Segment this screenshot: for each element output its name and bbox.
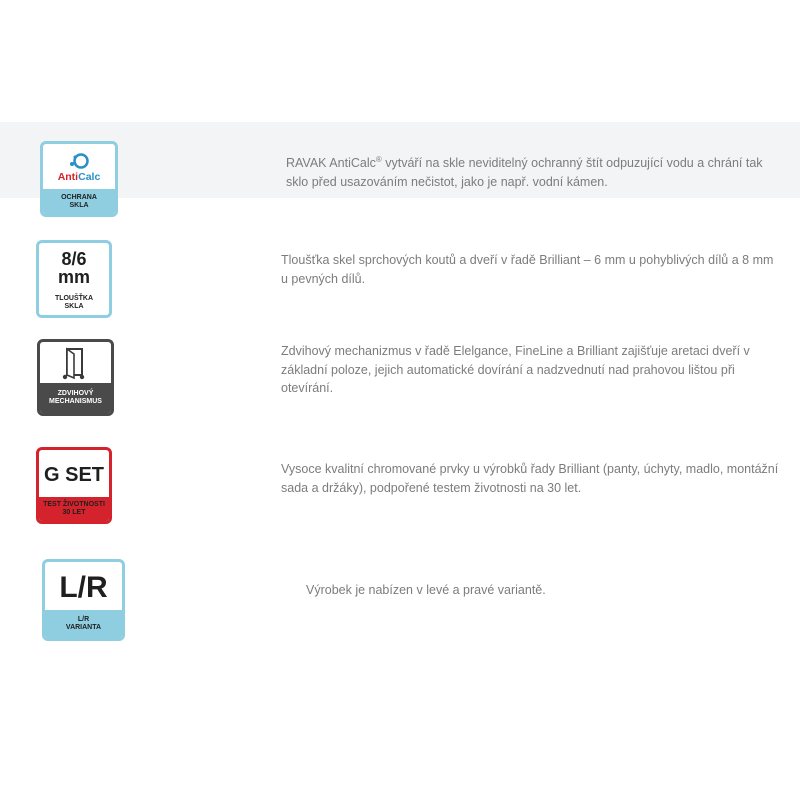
gset-badge xyxy=(36,447,112,524)
anticalc-badge xyxy=(40,141,118,217)
anticalc-text-end: vytváří na skle neviditelný ochranný štít odpuzující vodu a chrání tak sklo před usazováním nečistot, jako je např. vodní kámen. xyxy=(286,156,763,189)
lr-title: L/R xyxy=(59,571,108,604)
badge-caption xyxy=(43,189,115,214)
lr-variant-description xyxy=(306,581,766,600)
badge-caption-line1: ZDVIHOVÝ xyxy=(57,390,94,397)
anticalc-description xyxy=(286,154,786,191)
logo-anti: Anti xyxy=(57,171,79,183)
badge-caption xyxy=(45,610,122,638)
lift-door-icon xyxy=(60,347,90,381)
lift-mechanism-description xyxy=(281,342,781,398)
gset-description xyxy=(281,460,781,497)
badge-caption-line2: SKLA xyxy=(69,201,89,209)
badge-caption-line2: VARIANTA xyxy=(65,624,102,631)
lr-variant-badge xyxy=(42,559,125,641)
anticalc-text-start: RAVAK AntiCalc xyxy=(286,156,376,170)
badge-caption xyxy=(39,291,109,315)
anticalc-drops-icon xyxy=(67,152,91,170)
glass-thickness-text: Tloušťka skel sprchových koutů a dveří v řadě Brilliant – 6 mm u pohyblivých dílů a 8 mm u pevných dílů. xyxy=(281,253,774,286)
thickness-value-line2: mm xyxy=(57,267,90,287)
registered-mark: ® xyxy=(375,154,382,164)
badge-caption-line1: OCHRANA xyxy=(61,193,97,201)
badge-caption-line2: MECHANISMUS xyxy=(49,398,102,405)
thickness-value-line1: 8/6 xyxy=(61,249,87,269)
lift-mechanism-badge xyxy=(37,339,114,416)
glass-thickness-description xyxy=(281,251,781,288)
gset-title: G SET xyxy=(43,464,104,486)
badge-caption-line2: 30 LET xyxy=(62,509,86,516)
glass-thickness-badge xyxy=(36,240,112,318)
badge-caption-line1: TEST ŽIVOTNOSTI xyxy=(43,501,105,508)
badge-caption xyxy=(40,383,111,413)
badge-caption-line2: SKLA xyxy=(64,303,84,310)
badge-caption xyxy=(39,497,109,521)
badge-caption-line1: L/R xyxy=(77,616,90,623)
logo-calc: Calc xyxy=(78,171,101,183)
lr-variant-text: Výrobek je nabízen v levé a pravé variantě. xyxy=(306,583,546,597)
gset-text: Vysoce kvalitní chromované prvky u výrobků řady Brilliant (panty, úchyty, madlo, montážní sada a držáky), podpořené testem životnosti na 30 let. xyxy=(281,462,779,495)
lift-mechanism-text: Zdvihový mechanizmus v řadě Elelgance, FineLine a Brilliant zajišťuje aretaci dveří v základní poloze, jejich automatické dovírání a nadzvednutí nad prahovou lištou při otevírání. xyxy=(281,344,750,395)
badge-caption-line1: TLOUŠŤKA xyxy=(54,295,94,302)
anticalc-logo xyxy=(43,171,115,183)
